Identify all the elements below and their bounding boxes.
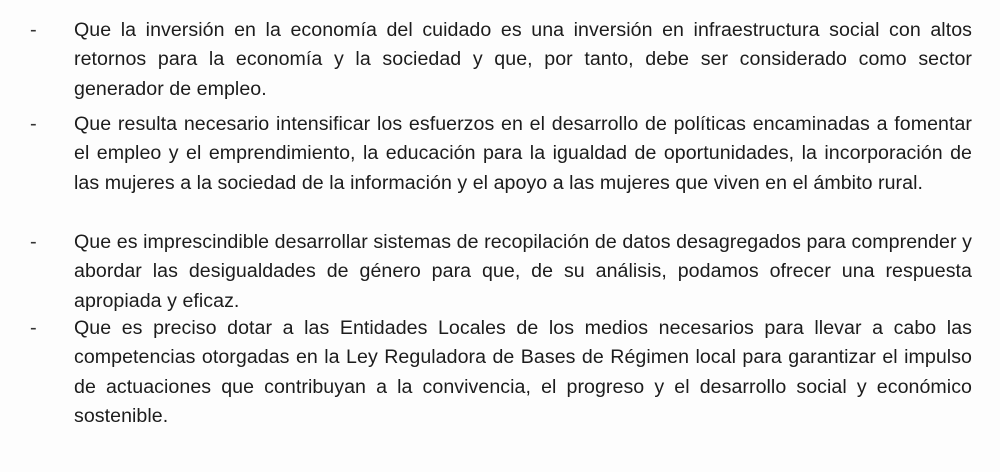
list-item-text: Que es preciso dotar a las Entidades Locales de los medios necesarios para llevar a cabo las competencias otorgadas en la Ley Reguladora de Bases de Régimen local para garantizar el impulso de actuaciones que contribuyan a la convivencia, el progreso y el desarrollo social y económico sostenible. <box>74 317 972 428</box>
list-bullet: - <box>30 317 37 339</box>
list-item-text: Que la inversión en la economía del cuidado es una inversión en infraestructura social con altos retornos para la economía y la sociedad y que, por tanto, debe ser considerado como sector generador de empleo. <box>74 19 972 100</box>
list-item-text: Que resulta necesario intensificar los esfuerzos en el desarrollo de políticas encaminadas a fomentar el empleo y el emprendimiento, la educación para la igualdad de oportunidades, la incorporación de las mujeres a la sociedad de la información y el apoyo a las mujeres que viven en el ámbito rural. <box>74 113 972 194</box>
list-item-text: Que es imprescindible desarrollar sistemas de recopilación de datos desagregados para comprender y abordar las desigualdades de género para que, de su análisis, podamos ofrecer una respuesta apropiada y eficaz. <box>74 231 972 312</box>
list-bullet: - <box>30 231 37 253</box>
list-bullet: - <box>30 19 37 41</box>
list-bullet: - <box>30 113 37 135</box>
